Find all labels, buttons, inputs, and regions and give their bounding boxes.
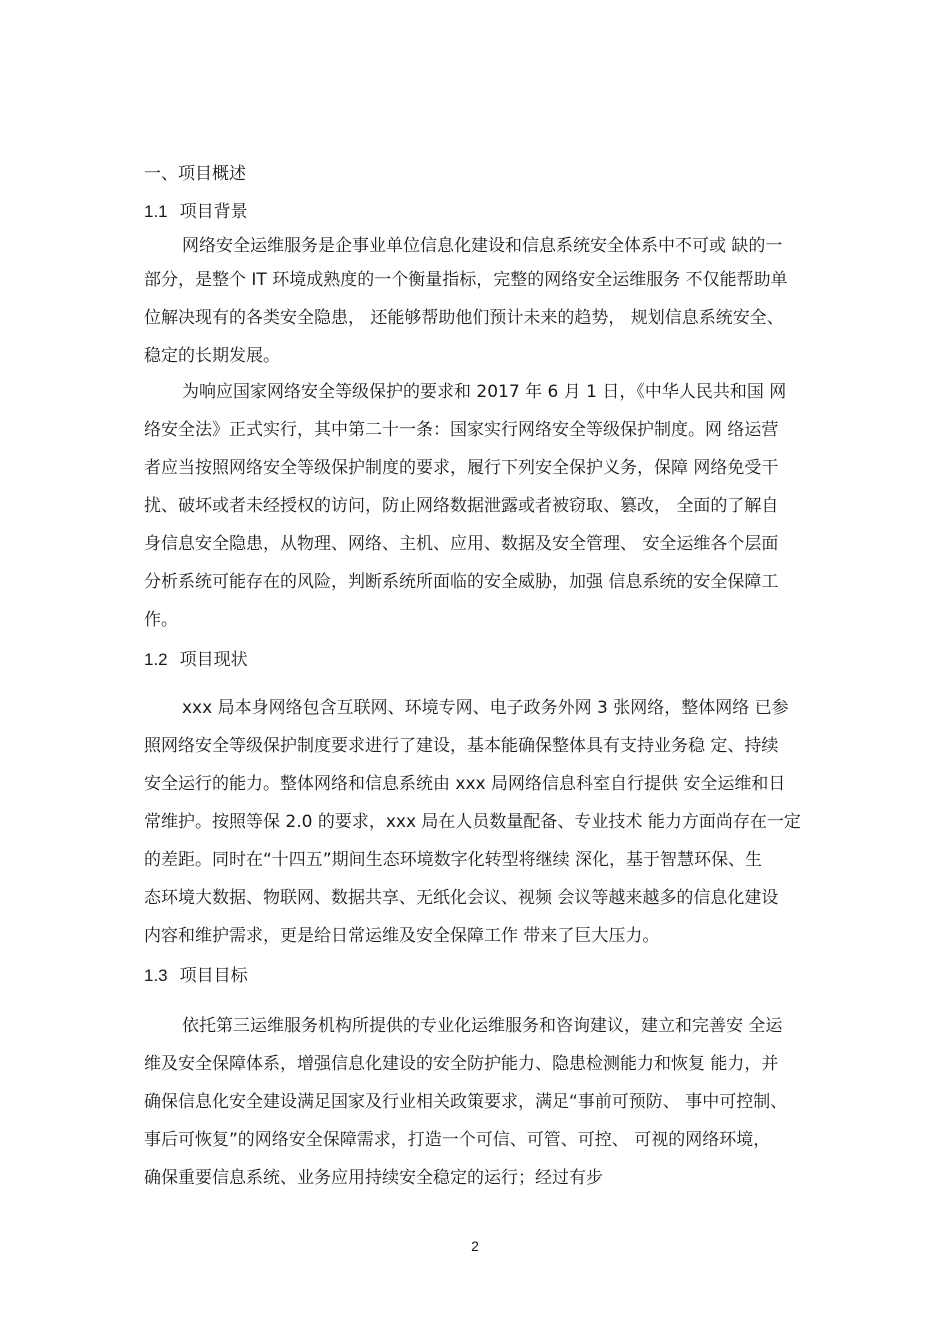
paragraph-line: 者应当按照网络安全等级保护制度的要求，履行下列安全保护义务，保障 网络免受干 (144, 458, 779, 478)
paragraph-line: 网络安全运维服务是企事业单位信息化建设和信息系统安全体系中不可或 缺的一 (182, 236, 783, 256)
paragraph-line: 确保重要信息系统、业务应用持续安全稳定的运行；经过有步 (144, 1168, 603, 1188)
document-heading: 一、项目概述 (144, 164, 246, 184)
paragraph-line: 安全运行的能力。整体网络和信息系统由 xxx 局网络信息科室自行提供 安全运维和日 (144, 774, 786, 794)
paragraph-line: 稳定的长期发展。 (144, 346, 280, 366)
section-number: 1.1 (144, 202, 168, 221)
paragraph-line: 作。 (144, 610, 178, 630)
paragraph-line: 依托第三运维服务机构所提供的专业化运维服务和咨询建议，建立和完善安 全运 (182, 1016, 783, 1036)
page-number: 2 (471, 1238, 479, 1254)
section-number: 1.3 (144, 966, 168, 985)
paragraph-line: 确保信息化安全建设满足国家及行业相关政策要求，满足“事前可预防、 事中可控制、 (144, 1092, 788, 1112)
section-heading-1-1 (144, 200, 248, 224)
paragraph-line: 态环境大数据、物联网、数据共享、无纸化会议、视频 会议等越来越多的信息化建设 (144, 888, 779, 908)
paragraph-line: xxx 局本身网络包含互联网、环境专网、电子政务外网 3 张网络，整体网络 已参 (182, 698, 789, 718)
paragraph-line: 事后可恢复”的网络安全保障需求，打造一个可信、可管、可控、 可视的网络环境， (144, 1130, 771, 1150)
paragraph-line: 部分，是整个 IT 环境成熟度的一个衡量指标，完整的网络安全运维服务 不仅能帮助单 (144, 270, 788, 290)
section-heading-1-3 (144, 964, 248, 988)
section-title: 项目现状 (179, 650, 248, 670)
section-title: 项目目标 (179, 966, 248, 986)
paragraph-line: 扰、破坏或者未经授权的访问，防止网络数据泄露或者被窃取、篡改， 全面的了解自 (144, 496, 779, 516)
paragraph-line: 身信息安全隐患，从物理、网络、主机、应用、数据及安全管理、 安全运维各个层面 (144, 534, 779, 554)
paragraph-line: 位解决现有的各类安全隐患， 还能够帮助他们预计未来的趋势， 规划信息系统安全、 (144, 308, 784, 328)
paragraph-line: 的差距。同时在“十四五”期间生态环境数字化转型将继续 深化，基于智慧环保、生 (144, 850, 763, 870)
section-title: 项目背景 (179, 202, 248, 222)
paragraph-line: 照网络安全等级保护制度要求进行了建设，基本能确保整体具有支持业务稳 定、持续 (144, 736, 779, 756)
paragraph-line: 分析系统可能存在的风险，判断系统所面临的安全威胁，加强 信息系统的安全保障工 (144, 572, 779, 592)
paragraph-line: 内容和维护需求，更是给日常运维及安全保障工作 带来了巨大压力。 (144, 926, 660, 946)
paragraph-line: 络安全法》正式实行，其中第二十一条：国家实行网络安全等级保护制度。网 络运营 (144, 420, 779, 440)
paragraph-line: 常维护。按照等保 2.0 的要求，xxx 局在人员数量配备、专业技术 能力方面尚存在一定 (144, 812, 801, 832)
section-number: 1.2 (144, 650, 168, 669)
paragraph-line: 为响应国家网络安全等级保护的要求和 2017 年 6 月 1 日，《中华人民共和国 网 (182, 382, 787, 402)
section-heading-1-2 (144, 648, 248, 672)
paragraph-line: 维及安全保障体系，增强信息化建设的安全防护能力、隐患检测能力和恢复 能力，并 (144, 1054, 779, 1074)
